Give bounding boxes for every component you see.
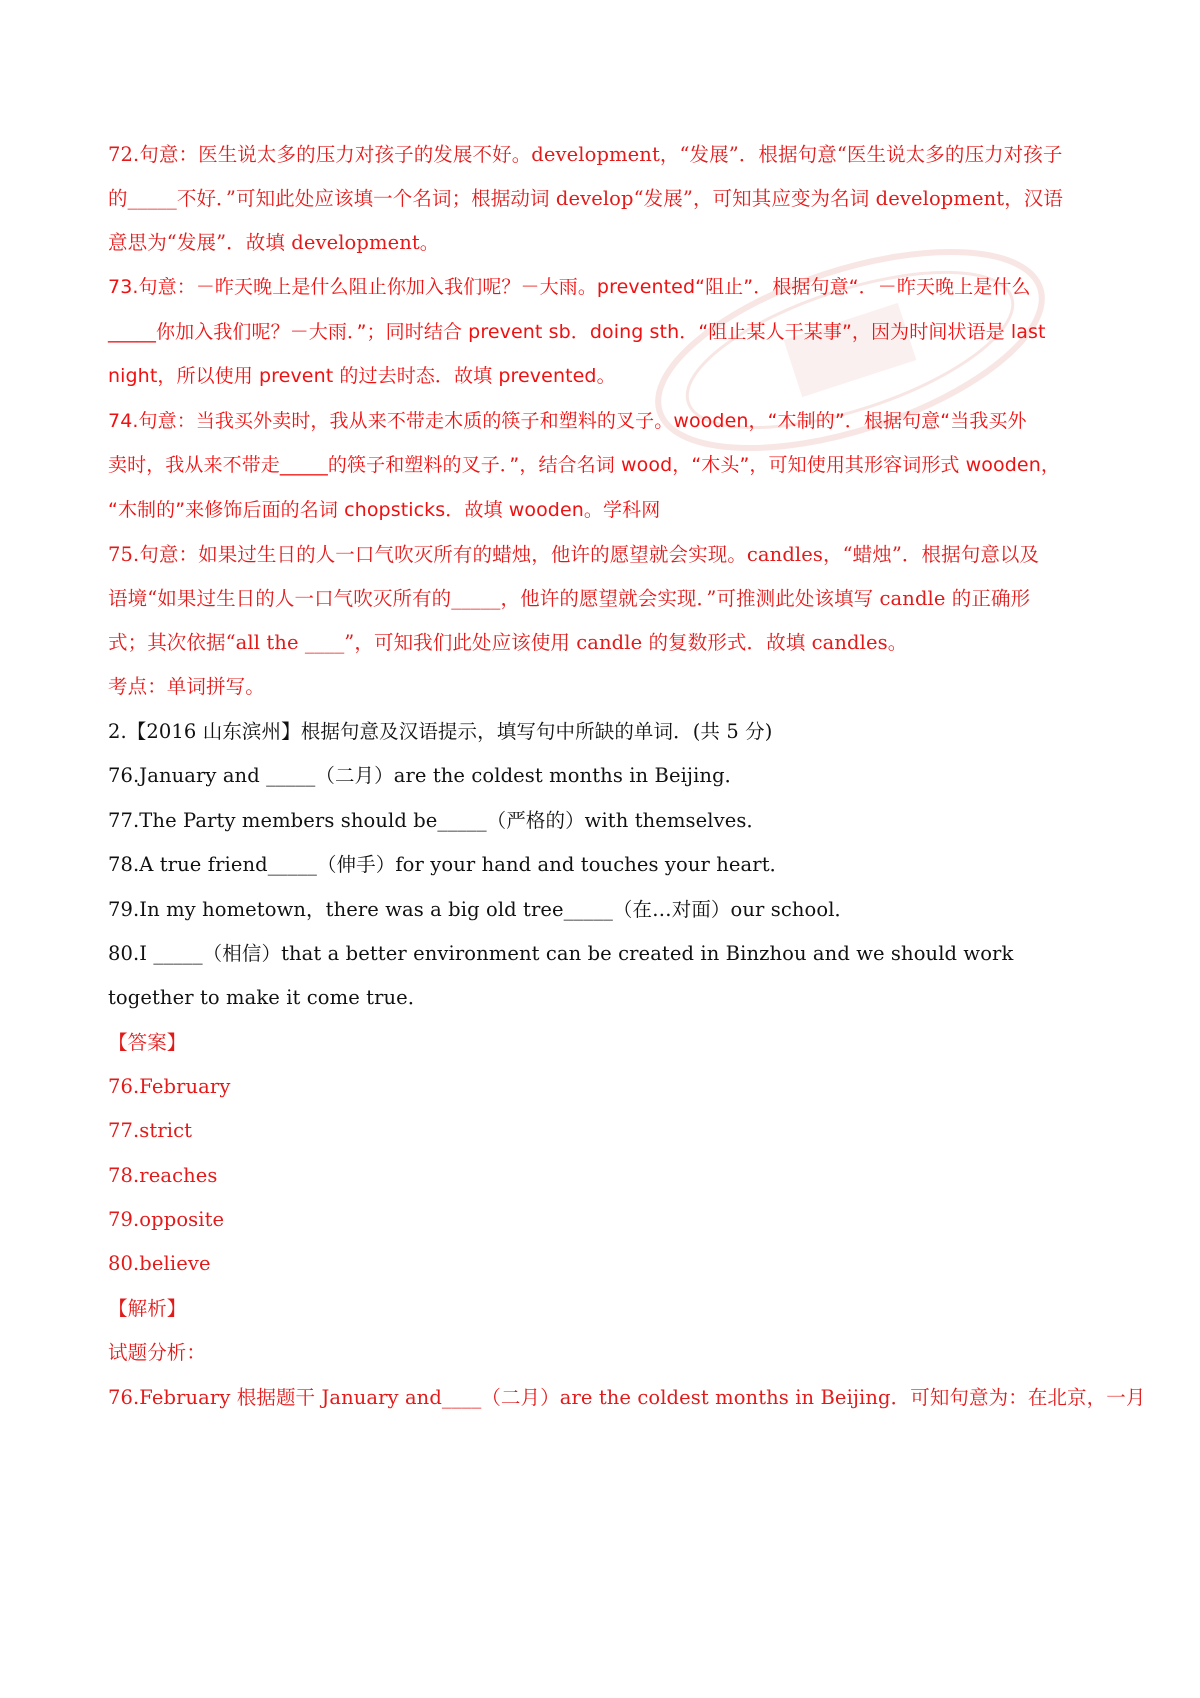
answer-77: 77.strict bbox=[108, 1119, 193, 1142]
explanation-73-line-1: 73.句意：－昨天晚上是什么阻止你加入我们呢？－大雨。prevented“阻止”．根据句意“．－昨天晚上是什么 bbox=[108, 276, 1031, 298]
question-80-line-2: together to make it come true． bbox=[108, 986, 428, 1009]
answer-80: 80.believe bbox=[108, 1252, 211, 1275]
explanation-74-line-1: 74.句意：当我买外卖时，我从来不带走木质的筷子和塑料的叉子。wooden，“木制的”．根据句意“当我买外 bbox=[108, 410, 1027, 432]
explanation-74-line-2: 卖时，我从来不带走_____的筷子和塑料的叉子．”，结合名词 wood，“木头”，可知使用其形容词形式 wooden， bbox=[108, 454, 1060, 476]
explanation-74-line-3: “木制的”来修饰后面的名词 chopsticks．故填 wooden。学科网 bbox=[108, 499, 661, 521]
explanation-72-line-1: 72.句意：医生说太多的压力对孩子的发展不好。development，“发展”．根据句意“医生说太多的压力对孩子 bbox=[108, 143, 1063, 166]
analysis-subheading: 试题分析： bbox=[108, 1341, 207, 1364]
answer-heading: 【答案】 bbox=[108, 1031, 187, 1054]
explanation-75-line-2: 语境“如果过生日的人一口气吹灭所有的_____，他许的愿望就会实现．”可推测此处该填写 candle 的正确形 bbox=[108, 587, 1031, 610]
kaodian-label: 考点：单词拼写。 bbox=[108, 675, 265, 698]
explanation-73-line-3: night，所以使用 prevent 的过去时态．故填 prevented。 bbox=[108, 365, 616, 387]
explanation-75-line-1: 75.句意：如果过生日的人一口气吹灭所有的蜡烛，他许的愿望就会实现。candles，“蜡烛”．根据句意以及 bbox=[108, 543, 1040, 566]
explanation-72-line-2: 的_____不好．”可知此处应该填一个名词；根据动词 develop“发展”，可知其应变为名词 development，汉语 bbox=[108, 187, 1064, 210]
question-76: 76.January and _____（二月）are the coldest months in Beijing． bbox=[108, 764, 745, 787]
explanation-72-line-3: 意思为“发展”．故填 development。 bbox=[108, 231, 440, 254]
question-2-heading: 2.【2016 山东滨州】根据句意及汉语提示，填写句中所缺的单词．(共 5 分) bbox=[108, 720, 773, 743]
question-79: 79.In my hometown，there was a big old tree_____（在…对面）our school． bbox=[108, 898, 855, 921]
answer-76: 76.February bbox=[108, 1075, 231, 1098]
answer-78: 78.reaches bbox=[108, 1164, 218, 1187]
explanation-73-line-2: _____你加入我们呢？－大雨．”；同时结合 prevent sb．doing sth．“阻止某人干某事”，因为时间状语是 last bbox=[108, 321, 1046, 343]
question-80-line-1: 80.I _____（相信）that a better environment can be created in Binzhou and we should work bbox=[108, 942, 1014, 965]
answer-79: 79.opposite bbox=[108, 1208, 225, 1231]
analysis-heading: 【解析】 bbox=[108, 1297, 187, 1320]
question-78: 78.A true friend_____（伸手）for your hand and touches your heart． bbox=[108, 853, 790, 876]
explanation-75-line-3: 式；其次依据“all the ____”，可知我们此处应该使用 candle 的复数形式．故填 candles。 bbox=[108, 631, 908, 654]
analysis-76-line-1: 76.February 根据题干 January and____（二月）are the coldest months in Beijing．可知句意为：在北京，一月 bbox=[108, 1386, 1146, 1409]
question-77: 77.The Party members should be_____（严格的）with themselves． bbox=[108, 809, 767, 832]
